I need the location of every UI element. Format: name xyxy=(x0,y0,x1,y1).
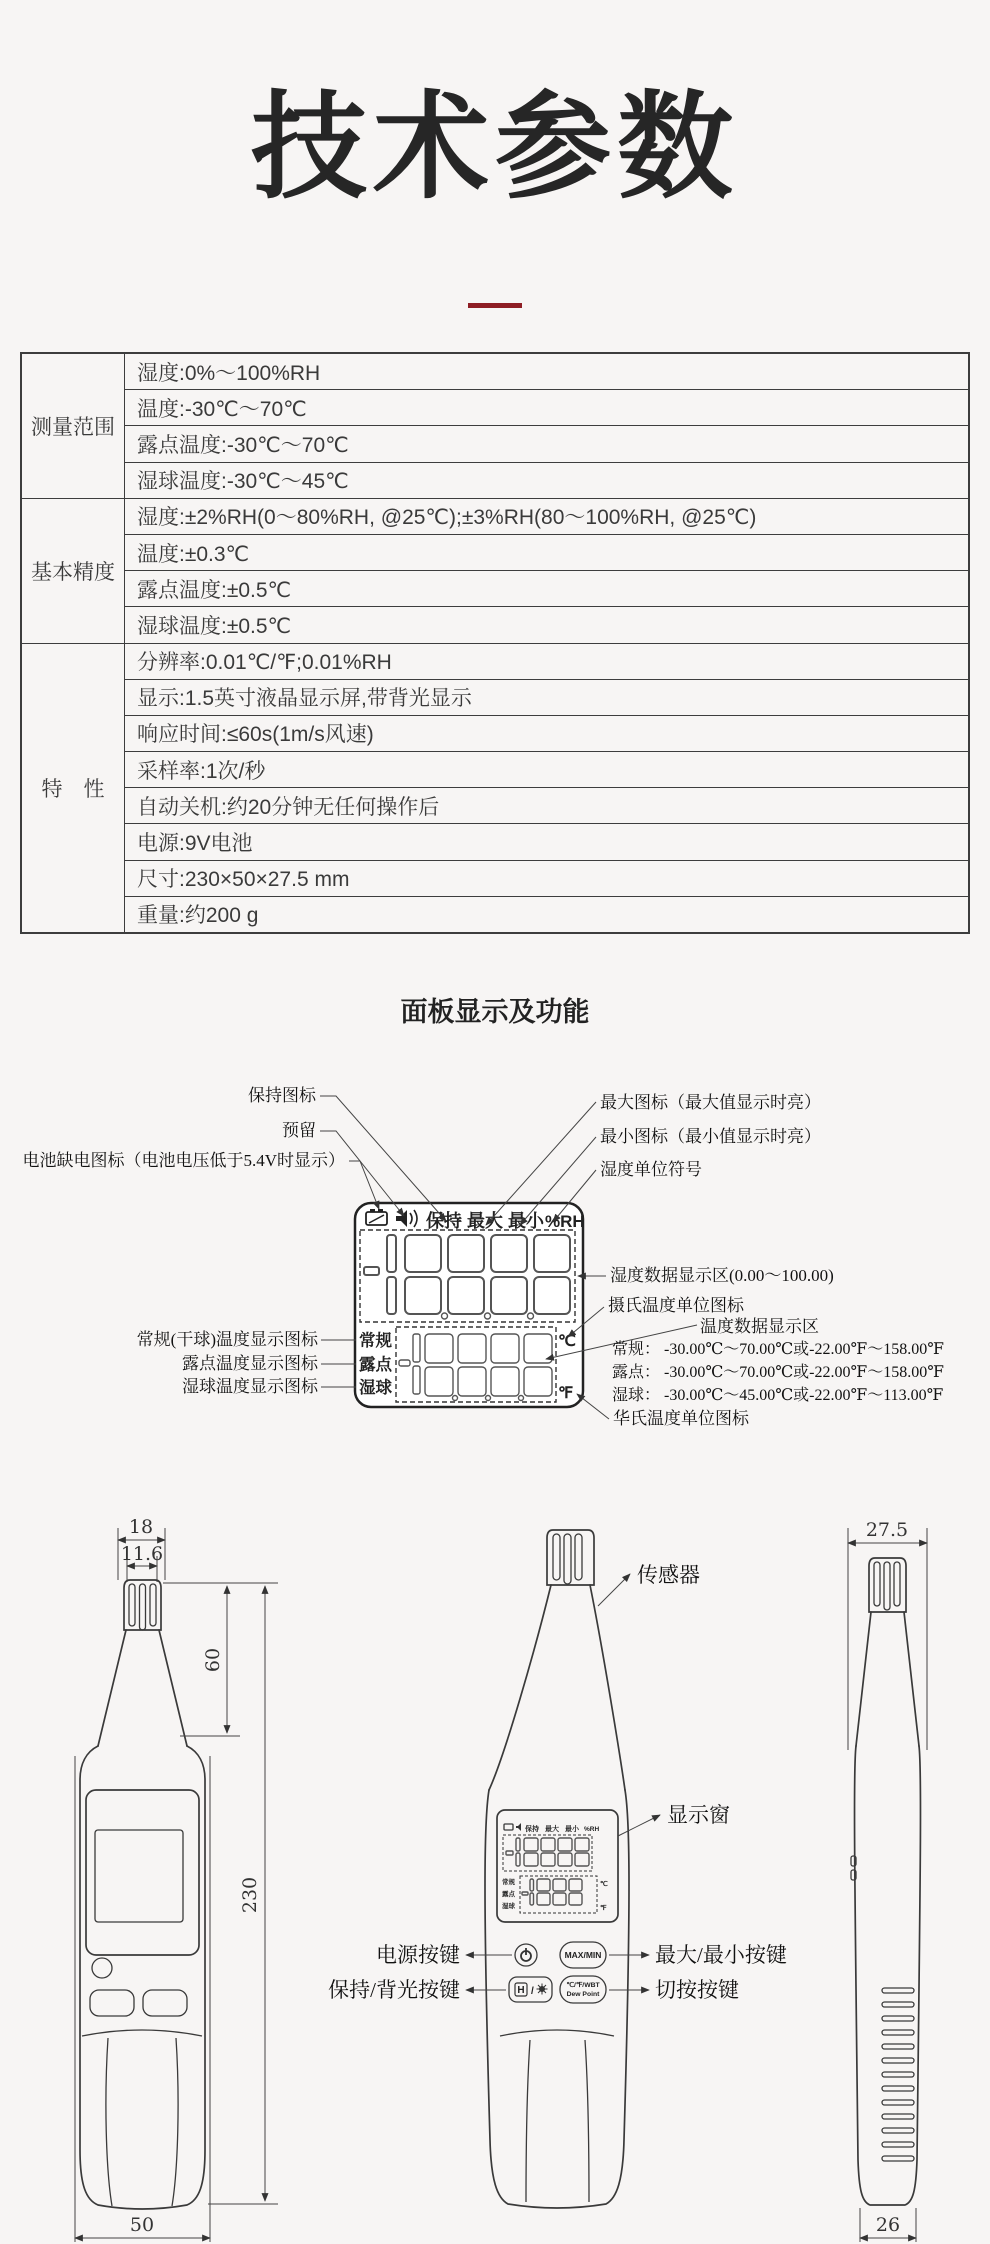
rh-unit-callout: 湿度单位符号 xyxy=(600,1160,702,1179)
svg-text:℃: ℃ xyxy=(600,1881,608,1888)
table-row xyxy=(21,896,969,933)
svg-text:湿球: 湿球 xyxy=(502,1903,515,1910)
spec-value: 重量:约200 g xyxy=(125,896,970,933)
reserved-callout: 预留 xyxy=(282,1121,316,1140)
mini-lcd xyxy=(502,1823,608,1913)
svg-text:保持: 保持 xyxy=(525,1826,539,1833)
panel-diagram xyxy=(0,1060,990,1500)
svg-text:℃/℉/WBT: ℃/℉/WBT xyxy=(566,1982,600,1989)
lcd-hold-text: 保持 xyxy=(426,1211,462,1231)
spec-value: 湿球温度:-30℃～45℃ xyxy=(125,462,970,498)
window-callout: 显示窗 xyxy=(667,1803,730,1827)
dim-50: 50 xyxy=(129,2214,155,2236)
lcd-wet-marker: 湿球 xyxy=(359,1379,392,1397)
spec-table xyxy=(20,352,970,934)
svg-text:%RH: %RH xyxy=(584,1826,600,1833)
detail-view xyxy=(328,1530,787,2208)
spec-value: 温度:-30℃～70℃ xyxy=(125,390,970,426)
svg-text:MAX/MIN: MAX/MIN xyxy=(564,1950,602,1960)
range-dew: 露点： -30.00℃～70.00℃或-22.00℉～158.00℉ xyxy=(612,1364,944,1381)
wet-icon-callout: 湿球温度显示图标 xyxy=(182,1377,318,1396)
hold-callout: 保持图标 xyxy=(248,1086,316,1105)
spec-group-label: 测量范围 xyxy=(21,353,125,498)
dim-11-6: 11.6 xyxy=(120,1543,164,1565)
spec-value: 湿度:0%～100%RH xyxy=(125,353,970,390)
panel-section-title: 面板显示及功能 xyxy=(400,997,590,1027)
spec-group-label: 特 性 xyxy=(21,643,125,933)
spec-value: 湿度:±2%RH(0～80%RH, @25℃);±3%RH(80～100%RH, @25℃) xyxy=(125,498,970,534)
maxmin-callout: 最大/最小按键 xyxy=(655,1943,787,1967)
switch-callout: 切按按键 xyxy=(655,1978,739,2002)
spec-value: 电源:9V电池 xyxy=(125,824,970,860)
lcd-panel xyxy=(355,1203,583,1407)
sensor-callout: 传感器 xyxy=(637,1563,700,1587)
table-row xyxy=(21,860,969,896)
front-button-right xyxy=(143,1990,187,2016)
table-row xyxy=(21,607,969,643)
fahrenheit-callout: 华氏温度单位图标 xyxy=(613,1409,749,1428)
table-row xyxy=(21,824,969,860)
spec-value: 露点温度:-30℃～70℃ xyxy=(125,426,970,462)
dim-26: 26 xyxy=(875,2214,901,2236)
dim-60: 60 xyxy=(202,1647,224,1673)
spec-value: 自动关机:约20分钟无任何操作后 xyxy=(125,788,970,824)
spec-value: 响应时间:≤60s(1m/s风速) xyxy=(125,715,970,751)
front-power-button xyxy=(92,1958,112,1978)
page-title: 技术参数 xyxy=(251,82,739,212)
range-normal: 常规： -30.00℃～70.00℃或-22.00℉～158.00℉ xyxy=(612,1341,944,1358)
maxmin-button xyxy=(560,1942,606,1968)
spec-value: 露点温度:±0.5℃ xyxy=(125,571,970,607)
table-row xyxy=(21,715,969,751)
backlight-icon xyxy=(537,1984,548,1995)
svg-text:/: / xyxy=(531,1986,534,1997)
title-underline xyxy=(468,303,522,308)
table-row xyxy=(21,390,969,426)
dim-18: 18 xyxy=(128,1516,154,1538)
range-wet: 湿球： -30.00℃～45.00℃或-22.00℉～113.00℉ xyxy=(612,1387,944,1404)
spec-value: 采样率:1次/秒 xyxy=(125,752,970,788)
power-callout: 电源按键 xyxy=(376,1943,460,1967)
spec-group-label: 基本精度 xyxy=(21,498,125,643)
dim-27-5: 27.5 xyxy=(865,1519,909,1541)
table-row xyxy=(21,462,969,498)
battery-callout: 电池缺电图标（电池电压低于5.4V时显示） xyxy=(22,1151,345,1170)
max-callout: 最大图标（最大值显示时亮） xyxy=(600,1093,821,1112)
lcd-rh-text: %RH xyxy=(545,1212,585,1231)
table-row xyxy=(21,752,969,788)
side-view xyxy=(848,1519,927,2242)
normal-icon-callout: 常规(干球)温度显示图标 xyxy=(136,1330,318,1349)
svg-text:露点: 露点 xyxy=(502,1891,515,1898)
dim-230: 230 xyxy=(239,1876,261,1914)
table-row xyxy=(21,679,969,715)
unit-switch-button xyxy=(560,1976,606,2003)
lcd-min-text: 最小 xyxy=(508,1211,544,1231)
svg-text:最大: 最大 xyxy=(545,1826,559,1833)
min-callout: 最小图标（最小值显示时亮） xyxy=(600,1127,821,1146)
front-view xyxy=(75,1516,278,2242)
spec-value: 温度:±0.3℃ xyxy=(125,534,970,570)
svg-text:Dew Point: Dew Point xyxy=(566,1991,600,1998)
table-row xyxy=(21,643,969,679)
temp-area-callout: 温度数据显示区 xyxy=(700,1317,819,1336)
svg-text:常规: 常规 xyxy=(502,1879,515,1886)
table-row xyxy=(21,571,969,607)
fahrenheit-leader-line xyxy=(577,1394,609,1419)
lcd-celsius-unit: ℃ xyxy=(558,1333,576,1350)
spec-value: 分辨率:0.01℃/℉;0.01%RH xyxy=(125,643,970,679)
spec-value: 显示:1.5英寸液晶显示屏,带背光显示 xyxy=(125,679,970,715)
lcd-max-text: 最大 xyxy=(467,1211,503,1231)
spec-value: 尺寸:230×50×27.5 mm xyxy=(125,860,970,896)
sensor-leader-line xyxy=(598,1574,630,1606)
svg-text:℉: ℉ xyxy=(600,1905,607,1912)
power-button xyxy=(515,1944,537,1966)
table-row xyxy=(21,353,969,390)
hold-backlight-button xyxy=(509,1977,552,2002)
front-button-left xyxy=(90,1990,134,2016)
hold-backlight-callout: 保持/背光按键 xyxy=(328,1978,460,2002)
humidity-area-callout: 湿度数据显示区(0.00～100.00) xyxy=(610,1266,834,1285)
vent-slots xyxy=(882,1988,914,2161)
celsius-callout: 摄氏温度单位图标 xyxy=(608,1296,744,1315)
lcd-normal-marker: 常规 xyxy=(359,1332,392,1350)
window-leader-line xyxy=(618,1815,660,1836)
spec-value: 湿球温度:±0.5℃ xyxy=(125,607,970,643)
lcd-dew-marker: 露点 xyxy=(359,1356,392,1374)
device-diagram xyxy=(0,1505,990,2244)
table-row xyxy=(21,534,969,570)
dew-icon-callout: 露点温度显示图标 xyxy=(182,1354,318,1373)
svg-text:最小: 最小 xyxy=(565,1826,579,1833)
lcd-fahrenheit-unit: ℉ xyxy=(558,1385,574,1402)
svg-text:H: H xyxy=(517,1985,525,1996)
table-row xyxy=(21,498,969,534)
table-row xyxy=(21,426,969,462)
table-row xyxy=(21,788,969,824)
